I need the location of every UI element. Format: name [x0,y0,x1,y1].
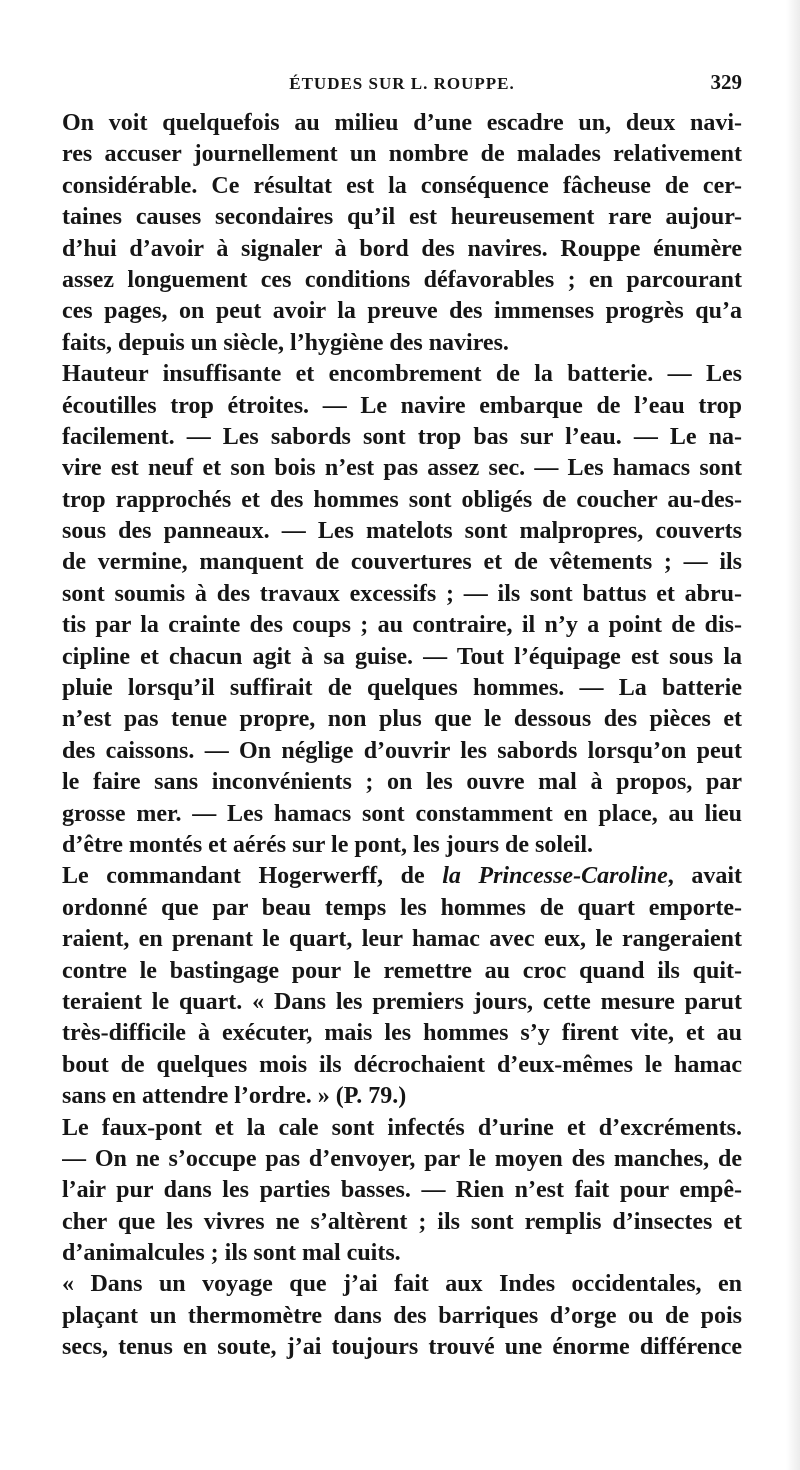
text-line: secs, tenus en soute, j’ai toujours trouvé une énorme différence [62,1334,742,1361]
text-span: Le commandant Hogerwerff, de [62,863,443,890]
text-line: vire est neuf et son bois n’est pas assez sec. — Les hamacs sont [62,455,742,482]
body-text [62,108,742,1364]
text-line: sous des panneaux. — Les matelots sont malpropres, couverts [62,518,742,545]
text-line: d’être montés et aérés sur le pont, les jours de soleil. [62,831,594,858]
text-line: ces pages, on peut avoir la preuve des immenses progrès qu’a [62,298,742,325]
text-line: des caissons. — On néglige d’ouvrir les sabords lorsqu’on peut [62,737,742,764]
text-line: pluie lorsqu’il suffirait de quelques hommes. — La batterie [62,675,742,702]
text-span: , avait [667,863,742,890]
text-line: écoutilles trop étroites. — Le navire embarque de l’eau trop [62,392,742,419]
text-line: le faire sans inconvénients ; on les ouvre mal à propos, par [62,769,742,796]
text-line: — On ne s’occupe pas d’envoyer, par le moyen des manches, de [62,1145,742,1172]
text-line: plaçant un thermomètre dans des barriques d’orge ou de pois [62,1302,742,1329]
text-line: sans en attendre l’ordre. » (P. 79.) [62,1083,407,1110]
text-line: assez longuement ces conditions défavorables ; en parcourant [62,266,742,293]
text-line: d’hui d’avoir à signaler à bord des navires. Rouppe énumère [62,235,742,262]
text-line: Hauteur insuffisante et encombrement de la batterie. — Les [62,361,742,388]
text-line: teraient le quart. « Dans les premiers jours, cette mesure parut [62,988,742,1015]
text-line: raient, en prenant le quart, leur hamac avec eux, le rangeraient [62,926,742,953]
text-line: très-difficile à exécuter, mais les hommes s’y firent vite, et au [62,1020,742,1047]
text-line: cher que les vivres ne s’altèrent ; ils sont remplis d’insectes et [62,1208,742,1235]
running-head: ÉTUDES SUR L. ROUPPE. [289,74,515,93]
text-line: n’est pas tenue propre, non plus que le dessous des pièces et [62,706,742,733]
page-header [62,70,742,100]
text-line-with-italic [62,861,742,892]
text-line: Le faux-pont et la cale sont infectés d’urine et d’excréments. [62,1114,742,1141]
text-line: considérable. Ce résultat est la conséquence fâcheuse de cer- [62,172,742,199]
text-line: bout de quelques mois ils décrochaient d’eux-mêmes le hamac [62,1051,742,1078]
text-line: grosse mer. — Les hamacs sont constamment en place, au lieu [62,800,742,827]
text-line: trop rapprochés et des hommes sont obligés de coucher au-des- [62,486,742,513]
text-line: cipline et chacun agit à sa guise. — Tout l’équipage est sous la [62,643,742,670]
text-line: faits, depuis un siècle, l’hygiène des navires. [62,329,509,356]
text-line: sont soumis à des travaux excessifs ; — ils sont battus et abru- [62,580,742,607]
text-line: l’air pur dans les parties basses. — Rien n’est fait pour empê- [62,1177,742,1204]
text-line: tis par la crainte des coups ; au contraire, il n’y a point de dis- [62,612,742,639]
page-edge-shadow [786,0,800,1470]
page-number: 329 [710,70,742,94]
text-line: taines causes secondaires qu’il est heureusement rare aujour- [62,204,742,231]
ship-name: la Princesse-Caroline [442,863,668,890]
text-line: de vermine, manquent de couvertures et de vêtements ; — ils [62,549,742,576]
text-line: d’animalcules ; ils sont mal cuits. [62,1240,401,1267]
text-line: ordonné que par beau temps les hommes de quart emporte- [62,894,742,921]
text-line: On voit quelquefois au milieu d’une escadre un, deux navi- [62,110,742,136]
text-line: facilement. — Les sabords sont trop bas sur l’eau. — Le na- [62,423,742,450]
text-line: contre le bastingage pour le remettre au croc quand ils quit- [62,957,742,984]
text-line: « Dans un voyage que j’ai fait aux Indes occidentales, en [62,1271,742,1298]
text-line: res accuser journellement un nombre de malades relativement [62,141,742,168]
